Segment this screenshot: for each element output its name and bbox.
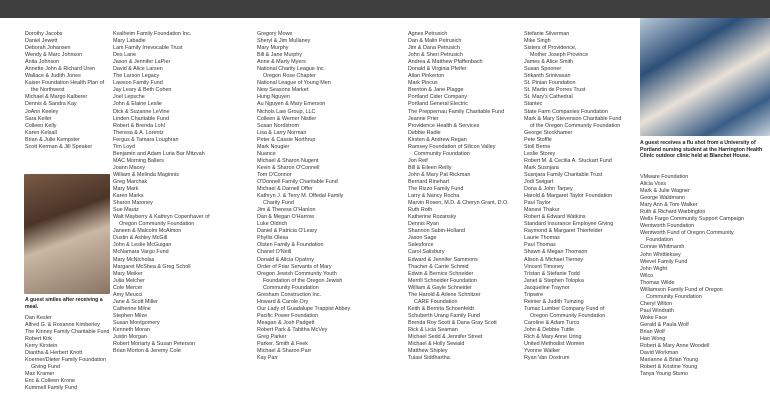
donor-name: George Stockhamer bbox=[524, 129, 573, 136]
donor-name: Caroline & Adam Turco bbox=[524, 319, 580, 326]
donor-name: Carol Salisbury bbox=[408, 249, 445, 256]
donor-name: Stoll Berne bbox=[524, 143, 551, 150]
donor-name: Donald & Alicia Opatrny bbox=[257, 256, 314, 263]
donor-name: Deborah Johansen bbox=[25, 45, 71, 52]
donor-name: Kay Parr bbox=[257, 355, 278, 362]
donor-name: Dan Kesler bbox=[25, 315, 52, 321]
donor-name: VMware Foundation bbox=[640, 174, 689, 180]
donor-name: John & Leslie McGuigan bbox=[113, 242, 172, 249]
donor-name: Foundation of the Oregon Jewish bbox=[263, 277, 343, 284]
donor-name: Cheryl Wilton bbox=[640, 300, 673, 307]
donor-name: Robert M. & Cecilia A. Stuckart Fund bbox=[524, 157, 612, 164]
donor-name: Harold & Margaret Taylor Foundation bbox=[524, 193, 613, 200]
donor-name: Michael & Sharon Parr bbox=[257, 348, 312, 355]
donor-name: Gregory Mowe bbox=[257, 31, 293, 37]
donor-name: Stantec bbox=[524, 101, 543, 108]
donor-name: Providence Health & Services bbox=[408, 122, 480, 129]
donor-name: The Harold & Arlene Schnitzer bbox=[408, 291, 481, 298]
donor-name: The Preppernau Family Charitable Fund bbox=[408, 108, 505, 115]
donor-name: Dorothy Jacobs bbox=[25, 31, 63, 37]
donor-name: New Seasons Market bbox=[257, 87, 309, 94]
donor-column-3 bbox=[257, 31, 387, 362]
donor-name: Janeen & Malcolm McAlmon bbox=[113, 228, 182, 235]
donor-name: Olsten Family & Foundation bbox=[257, 242, 324, 249]
donor-name: Mother Joseph Province bbox=[530, 52, 589, 59]
donor-name: Daniel & Patricia O'Leary bbox=[257, 228, 318, 235]
donor-column-4 bbox=[408, 31, 518, 362]
donor-name: Michael & Sharon Nugent bbox=[257, 157, 319, 164]
donor-name: Edwin & Bernice Schneider bbox=[408, 270, 474, 277]
donor-name: Merrill Schneider Foundation bbox=[408, 277, 477, 284]
donor-name: Julia Melcher bbox=[113, 277, 145, 284]
donor-name: Yvonne Walker bbox=[524, 348, 561, 355]
donor-name: Nichols Law Group, LLC bbox=[257, 108, 316, 115]
photo-caption-2: A guest receives a flu shot from a University of Portland nursing student at the Harrington Health Clinic outdoor clinic held at Blanchet House. bbox=[640, 140, 763, 160]
donor-name: Amy Meucci bbox=[113, 291, 143, 298]
donor-name: Foundation bbox=[646, 237, 673, 244]
donor-name: Robert Moriarty & Susan Peterson bbox=[113, 341, 196, 348]
donor-name: Kaiser Foundation Health Plan of bbox=[25, 80, 105, 87]
donor-name: William & Melinda Maginnis bbox=[113, 171, 179, 178]
donor-name: Dennis Ryan bbox=[408, 221, 439, 228]
donor-name: Mary McNicholas bbox=[113, 256, 155, 263]
donor-name: Robert & Mary Anne Woodell bbox=[640, 343, 710, 350]
photo-caption-1: A guest smiles after receiving a meal. bbox=[25, 297, 103, 310]
donor-name: Ruth & Richard Warbington bbox=[640, 209, 706, 216]
donor-name: Phyllis Olesa bbox=[257, 235, 289, 242]
donor-name: Kenneth Moran bbox=[113, 326, 150, 333]
donor-name: CARE Foundation bbox=[414, 298, 458, 305]
donor-name: Diantha & Herbert Knott bbox=[25, 350, 83, 357]
donor-name: Jodi Swigart bbox=[524, 178, 554, 185]
donor-name: Mike Singh bbox=[524, 38, 551, 45]
guest-smiling-photo bbox=[24, 174, 110, 294]
donor-name: Woke Face bbox=[640, 314, 668, 321]
donor-name: Jon Reif bbox=[408, 157, 428, 164]
donor-name: Standard Insurance Employee Giving bbox=[524, 221, 614, 228]
donor-name: Alison & Michael Tierney bbox=[524, 256, 584, 263]
donor-name: Williamson Family Fund of Oregon bbox=[640, 286, 723, 293]
donor-name: Wentworth Fund of Oregon Community bbox=[640, 230, 734, 237]
donor-name: Theresa & A. Lorentz bbox=[113, 129, 164, 136]
donor-name: Gresham Construction Inc. bbox=[257, 291, 322, 298]
donor-name: Robert & Kristine Young bbox=[640, 364, 698, 371]
donor-name: Brian & Julie Kempster bbox=[25, 136, 80, 143]
donor-name: Colleen Kelly bbox=[25, 122, 57, 129]
donor-name: Daniel Jewett bbox=[25, 38, 58, 45]
donor-name: St. Martin de Porres Trust bbox=[524, 87, 586, 94]
donor-name: Agnes Petrusich bbox=[408, 31, 448, 37]
donor-name: Kvalheim Family Foundation Inc. bbox=[113, 31, 192, 37]
donor-name: Cole Mercer bbox=[113, 284, 143, 291]
donor-name: John & Mary Pat Rickman bbox=[408, 171, 471, 178]
donor-name: Oregon Jewish Community Youth bbox=[257, 270, 337, 277]
donor-name: Scott Kerman & Jill Speaker bbox=[25, 143, 93, 150]
donor-name: Community Foundation bbox=[646, 293, 702, 300]
donor-column-6 bbox=[640, 174, 765, 378]
donor-name: National League of Young Men bbox=[257, 80, 331, 87]
donor-name: National Charity League Inc. bbox=[257, 66, 326, 73]
donor-name: Dan & Malin Petrusich bbox=[408, 38, 462, 45]
donor-name: Lawson Family Fund bbox=[113, 80, 163, 87]
donor-name: Karen Marks bbox=[113, 193, 144, 200]
donor-name: Janet & Stephen Tolopka bbox=[524, 277, 584, 284]
donor-name: JoAnn Keeley bbox=[25, 108, 59, 115]
donor-name: Wells Fargo Community Support Campaign bbox=[640, 216, 744, 223]
donor-name: MAC Morning Ballers bbox=[113, 157, 164, 164]
donor-name: Allan Pinkerton bbox=[408, 73, 445, 80]
donor-name: Tumac Lumber Company Fund of bbox=[524, 305, 605, 312]
donor-name: Koerner/Dieter Family Foundation bbox=[25, 357, 106, 364]
donor-name: John & Elaine Leslie bbox=[113, 101, 162, 108]
donor-name: Stefanie Silverman bbox=[524, 31, 570, 37]
donor-name: Nuance bbox=[257, 150, 276, 157]
donor-name: George Waldmann bbox=[640, 195, 686, 202]
donor-name: Margaret McShea & Greg Scholl bbox=[113, 263, 191, 270]
donor-name: Greg Parker bbox=[257, 334, 287, 341]
donor-name: Reinier & Judith Tuinzing bbox=[524, 298, 584, 305]
donor-column-5 bbox=[524, 31, 636, 362]
donor-name: Charity Fund bbox=[263, 200, 294, 207]
donor-name: Kevin & Sharon O'Connell bbox=[257, 164, 320, 171]
donor-name: Howard & Carole Ory bbox=[257, 298, 309, 305]
donor-name: Peter & Cassie Northrup bbox=[257, 136, 316, 143]
donor-name: Jason Sage bbox=[408, 235, 437, 242]
donor-name: St. Pinian Foundation bbox=[524, 80, 576, 87]
donor-name: Edward & Jennifer Sammons bbox=[408, 256, 478, 263]
donor-name: Bill & Jane Murphy bbox=[257, 52, 302, 59]
donor-name: Kathryn J. & Terry M. Offedal Family bbox=[257, 193, 344, 200]
donor-name: Raymond & Margaret Thierfelder bbox=[524, 228, 603, 235]
donor-name: Joel Lepsche bbox=[113, 94, 145, 101]
donor-name: James & Alice Smith bbox=[524, 59, 574, 66]
donor-name: Vincent Timoney bbox=[524, 263, 564, 270]
donor-name: Schuberth Urang Family Fund bbox=[408, 312, 480, 319]
donor-name: Michael & Darnell Offer bbox=[257, 186, 313, 193]
donor-name: Portland General Electric bbox=[408, 101, 468, 108]
donor-name: Rich & Mary Anne Uring bbox=[524, 334, 582, 341]
donor-name: Tristan & Stefanie Todd bbox=[524, 270, 580, 277]
donor-name: Rick & Licia Seaman bbox=[408, 326, 458, 333]
donor-column-1-continued bbox=[25, 315, 109, 400]
donor-name: Larry & Nancy Rocha bbox=[408, 193, 460, 200]
donor-name: Leslie Storey bbox=[524, 150, 556, 157]
donor-name: United Methodist Women bbox=[524, 341, 585, 348]
donor-name: Susan Nordstrom bbox=[257, 122, 299, 129]
donor-name: Jeanne Prier bbox=[408, 115, 439, 122]
donor-name: Parker, Smith & Feek bbox=[257, 341, 308, 348]
donor-name: Michael & Holly Sewald bbox=[408, 341, 465, 348]
donor-name: Keith & Bernita Schoenfeldt bbox=[408, 305, 474, 312]
donor-name: Tom O'Connor bbox=[257, 171, 292, 178]
donor-name: Mark Nougier bbox=[257, 143, 290, 150]
donor-name: Dan & Megan O'Harrow bbox=[257, 214, 315, 221]
donor-name: Jim & Dana Petrusich bbox=[408, 45, 460, 52]
donor-name: Annette John & Richard Uren bbox=[25, 66, 96, 73]
donor-name: Robert Park & Tabitha McVey bbox=[257, 326, 328, 333]
donor-name: Matthew Shipley bbox=[408, 348, 448, 355]
donor-column-1 bbox=[25, 31, 109, 167]
donor-name: Tripwire bbox=[524, 291, 543, 298]
donor-name: Mark & Mary Stevenson Charitable Fund bbox=[524, 115, 622, 122]
donor-name: Luke Oldrich bbox=[257, 221, 288, 228]
donor-name: Mary Ann & Tom Walker bbox=[640, 202, 698, 209]
donor-name: Pacific Power Foundation bbox=[257, 312, 319, 319]
donor-name: Kirsten & Andrew Regan bbox=[408, 136, 467, 143]
donor-name: Wentworth Foundation bbox=[640, 223, 695, 230]
donor-name: Mary Meiker bbox=[113, 270, 143, 277]
donor-name: Brian Morton & Jeremy Cole bbox=[113, 348, 181, 355]
donor-name: Susan Montgomery bbox=[113, 319, 160, 326]
donor-name: Marvin Rosen, M.D. & Cheryn Grant, D.O. bbox=[408, 200, 509, 207]
donor-name: Wievel Family Fund bbox=[640, 258, 688, 265]
donor-name: Karen Kelsall bbox=[25, 129, 57, 136]
donor-name: Kerry Kirstein bbox=[25, 343, 58, 350]
donor-name: Colleen & Werner Nistler bbox=[257, 115, 317, 122]
donor-name: Manavi Thakur bbox=[524, 207, 560, 214]
donor-name: Catherine Milne bbox=[113, 305, 151, 312]
donor-name: Mary Murphy bbox=[257, 45, 289, 52]
donor-name: Au Nguyen & Mary Emerson bbox=[257, 101, 326, 108]
donor-name: Justin Morgan bbox=[113, 334, 147, 341]
donor-name: Paul Thomas bbox=[524, 242, 556, 249]
donor-name: Tim Loyd bbox=[113, 143, 135, 150]
donor-name: Gerald & Paula Wolf bbox=[640, 321, 689, 328]
donor-name: Linden Charitable Fund bbox=[113, 115, 170, 122]
donor-name: Order of Friar Servants of Mary bbox=[257, 263, 332, 270]
donor-name: Paul Windrath bbox=[640, 307, 674, 314]
donor-name: the Northwest bbox=[31, 87, 65, 94]
donor-name: Brenda Roy Scott & Dana Gray Scott bbox=[408, 319, 497, 326]
donor-name: Hao Wong bbox=[640, 336, 666, 343]
donor-name: Donald & Virginia Pfeifer bbox=[408, 66, 467, 73]
donor-name: Wilco bbox=[640, 272, 654, 279]
donor-name: Shawn & Megan Thomson bbox=[524, 249, 588, 256]
donor-name: John & Debbie Tuttle bbox=[524, 326, 575, 333]
donor-name: Marianne & Brian Young bbox=[640, 357, 699, 364]
donor-name: Mark Pincus bbox=[408, 80, 438, 87]
donor-name: Susnjara Family Charitable Trust bbox=[524, 171, 603, 178]
donor-name: Alicia Voss bbox=[640, 181, 667, 188]
donor-name: John & Sheri Petrusich bbox=[408, 52, 463, 59]
donor-name: Andrea & Matthew Pfaffenbach bbox=[408, 59, 483, 66]
donor-name: Katherine Rozansky bbox=[408, 214, 457, 221]
donor-name: Tulasi Siddhartha bbox=[408, 355, 450, 362]
donor-name: Meagan & Josh Padgett bbox=[257, 319, 315, 326]
donor-name: Ramsey Foundation of Silicon Valley bbox=[408, 143, 496, 150]
donor-name: Benjamin and Adam Luria Bar Mitzvah bbox=[113, 150, 205, 157]
donor-name: Giving Fund bbox=[31, 364, 61, 371]
donor-name: Brenton & Jane Plagge bbox=[408, 87, 464, 94]
donor-name: Walt Mayberry & Kathryn Copenhaver of bbox=[113, 214, 210, 221]
donor-name: Max Kramer bbox=[25, 371, 55, 378]
donor-name: John Wight bbox=[640, 265, 667, 272]
top-banner-strip bbox=[0, 0, 770, 18]
donor-name: Jacqueline Traynor bbox=[524, 284, 570, 291]
donor-name: Susan Spooner bbox=[524, 66, 562, 73]
donor-name: Oregon Community Foundation bbox=[530, 312, 606, 319]
donor-name: William & Gayle Schneider bbox=[408, 284, 472, 291]
donor-name: Jim & Theresa O'Hanlon bbox=[257, 207, 316, 214]
donor-name: Sue Mautz bbox=[113, 207, 139, 214]
donor-name: Mark Susnjara bbox=[524, 164, 559, 171]
donor-name: Our Lady of Guadalupe Trappist Abbey bbox=[257, 305, 351, 312]
donor-name: Hung Nguyen bbox=[257, 94, 290, 101]
donor-name: Sheryl & Jim Mullaney bbox=[257, 38, 311, 45]
donor-name: Oregon Rose Chapter bbox=[263, 73, 316, 80]
donor-name: Joann Macey bbox=[113, 164, 146, 171]
donor-name: Paul Taylor bbox=[524, 200, 551, 207]
donor-name: The Kinney Family Charitable Fund bbox=[25, 329, 109, 336]
donor-name: The Rizzo Family Fund bbox=[408, 186, 464, 193]
donor-name: Fergus & Tamara Loughran bbox=[113, 136, 179, 143]
donor-name: Anne & Marty Myers bbox=[257, 59, 306, 66]
donor-name: David Workman bbox=[640, 350, 679, 357]
donor-name: Community Foundation bbox=[414, 150, 470, 157]
donor-name: David & Alice Larsen bbox=[113, 66, 163, 73]
donor-name: Shannon Sabin-Holland bbox=[408, 228, 465, 235]
donor-name: Michael Sedd & Jennifer Street bbox=[408, 334, 483, 341]
donor-name: Jason & Jennifer LaPier bbox=[113, 59, 171, 66]
donor-name: Srikanth Srinivasan bbox=[524, 73, 571, 80]
donor-name: Eric & Colleen Krone bbox=[25, 378, 76, 385]
donor-name: Bill & Eileen Reilly bbox=[408, 164, 452, 171]
donor-name: Thacher & Carrie Schmid bbox=[408, 263, 469, 270]
donor-name: The Larson Legacy bbox=[113, 73, 160, 80]
donor-name: Des Lane bbox=[113, 52, 137, 59]
donor-name: Anita Johnson bbox=[25, 59, 60, 66]
donor-name: St. Mary's Cathedral bbox=[524, 94, 573, 101]
donor-name: Pete Stoffle bbox=[524, 136, 552, 143]
donor-name: Sara Keller bbox=[25, 115, 52, 122]
donor-name: Sharon Maroney bbox=[113, 200, 153, 207]
donor-name: Lam Family Irrevocable Trust bbox=[113, 45, 183, 52]
donor-name: Stephen Milze bbox=[113, 312, 148, 319]
donor-name: Robert & Edward Watkins bbox=[524, 214, 586, 221]
donor-name: Kummell Family Fund bbox=[25, 385, 78, 392]
donor-name: Jay Leary & Beth Cohen bbox=[113, 87, 172, 94]
donor-name: Salesforce bbox=[408, 242, 434, 249]
donor-name: Tanya Young Stumo bbox=[640, 371, 688, 378]
donor-name: Community Foundation bbox=[263, 284, 319, 291]
donor-name: Alfred G. & Roxanne Kimberley bbox=[25, 322, 100, 329]
donor-name: Robert Kirk bbox=[25, 336, 52, 343]
donor-name: Brian Wolf bbox=[640, 329, 665, 336]
donor-name: Sisters of Providence, bbox=[524, 45, 577, 52]
donor-name: Jane & Scott Miller bbox=[113, 298, 158, 305]
donor-name: Michael & Margo Kalberer bbox=[25, 94, 88, 101]
donor-name: Portland Cider Company bbox=[408, 94, 468, 101]
donor-name: Connie Whitmarsh bbox=[640, 244, 685, 251]
donor-name: Lisa & Larry Norman bbox=[257, 129, 307, 136]
donor-name: Dennis & Sandra Kay bbox=[25, 101, 77, 108]
donor-name: Mark & Julie Wagner bbox=[640, 188, 690, 195]
donor-name: O'Donnell Family Charitable Fund bbox=[257, 178, 338, 185]
donor-name: Mary Labadie bbox=[113, 38, 146, 45]
donor-name: Bernard Rinehart bbox=[408, 178, 450, 185]
donor-name: Mary Mark bbox=[113, 186, 139, 193]
donor-name: Laurie Thomas bbox=[524, 235, 560, 242]
donor-name: Wendy & Marc Johnson bbox=[25, 52, 83, 59]
donor-name: Thomas Wilde bbox=[640, 279, 675, 286]
donor-name: Greg Marchak bbox=[113, 178, 148, 185]
donor-column-2 bbox=[113, 31, 243, 355]
donor-name: Robert & Brenda Lohl bbox=[113, 122, 165, 129]
donor-name: Dick & Suzanne LeVine bbox=[113, 108, 170, 115]
donor-name: Oregon Community Foundation bbox=[119, 221, 195, 228]
donor-name: Chanel O'Neill bbox=[257, 249, 292, 256]
donor-name: Debbie Radle bbox=[408, 129, 441, 136]
donor-name: Wallace & Judith Jones bbox=[25, 73, 81, 80]
donor-name: John Whittleksey bbox=[640, 251, 681, 258]
flu-shot-clinic-photo bbox=[640, 18, 770, 136]
donor-name: Dustin & Ashley McGill bbox=[113, 235, 168, 242]
donor-name: Ruth Roth bbox=[408, 207, 433, 214]
donor-name: of the Oregon Community Foundation bbox=[530, 122, 621, 129]
donor-name: McNamara Vargo Fund bbox=[113, 249, 169, 256]
donor-name: Dona & John Tarpey bbox=[524, 186, 573, 193]
donor-name: State Farm Companies Foundation bbox=[524, 108, 608, 115]
donor-name: Ryan Van Oostrum bbox=[524, 355, 570, 362]
